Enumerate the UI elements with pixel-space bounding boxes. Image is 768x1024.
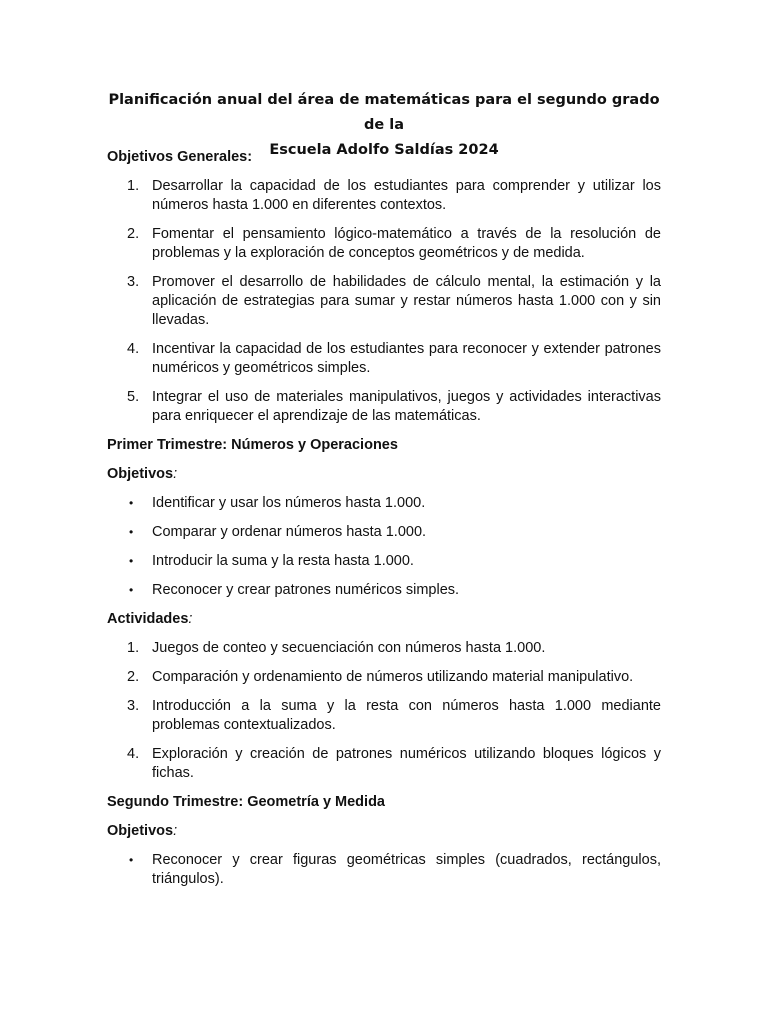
bullet-icon: • — [129, 496, 134, 510]
term2-heading: Segundo Trimestre: Geometría y Medida — [107, 794, 385, 810]
list-item — [107, 851, 661, 889]
item-text: Reconocer y crear figuras geométricas simples (cuadrados, rectángulos, triángulos). — [152, 852, 661, 887]
item-text: Exploración y creación de patrones numéricos utilizando bloques lógicos y fichas. — [152, 746, 661, 781]
item-number: 3. — [127, 274, 140, 290]
item-text: Juegos de conteo y secuenciación con números hasta 1.000. — [152, 640, 546, 656]
general-objectives-heading: Objetivos Generales: — [107, 149, 253, 165]
list-item — [107, 639, 661, 658]
bullet-icon: • — [129, 554, 134, 568]
term1-objectives-label — [107, 465, 661, 484]
term1-activities-label — [107, 610, 661, 629]
term1-objectives-list — [107, 494, 661, 600]
label-colon: : — [173, 466, 178, 482]
item-number: 2. — [127, 226, 140, 242]
list-item — [107, 523, 661, 542]
item-number: 1. — [127, 640, 140, 656]
list-item — [107, 225, 661, 263]
general-objectives-list — [107, 177, 661, 426]
list-item — [107, 177, 661, 215]
list-item — [107, 273, 661, 330]
item-number: 5. — [127, 389, 140, 405]
label-text: Objetivos — [107, 823, 174, 839]
label-colon: : — [188, 611, 193, 627]
label-text: Objetivos — [107, 466, 174, 482]
list-item — [107, 388, 661, 426]
item-text: Desarrollar la capacidad de los estudiantes para comprender y utilizar los números hasta 1.000 en diferentes contextos. — [152, 178, 661, 213]
list-item — [107, 552, 661, 571]
item-text: Incentivar la capacidad de los estudiantes para reconocer y extender patrones numéricos y geométricos simples. — [152, 341, 661, 376]
item-text: Introducción a la suma y la resta con números hasta 1.000 mediante problemas contextualizados. — [152, 698, 661, 733]
list-item — [107, 668, 661, 687]
term2-objectives-label — [107, 822, 661, 841]
term1-activities-list — [107, 639, 661, 783]
item-number: 4. — [127, 746, 140, 762]
term1-heading: Primer Trimestre: Números y Operaciones — [107, 437, 398, 453]
item-text: Identificar y usar los números hasta 1.000. — [152, 495, 426, 511]
list-item — [107, 494, 661, 513]
item-text: Fomentar el pensamiento lógico-matemático a través de la resolución de problemas y la exploración de conceptos geométricos y de medida. — [152, 226, 661, 261]
list-item — [107, 340, 661, 378]
list-item — [107, 697, 661, 735]
bullet-icon: • — [129, 853, 134, 867]
item-number: 2. — [127, 669, 140, 685]
item-text: Comparación y ordenamiento de números utilizando material manipulativo. — [152, 669, 634, 685]
bullet-icon: • — [129, 583, 134, 597]
item-text: Comparar y ordenar números hasta 1.000. — [152, 524, 427, 540]
label-text: Actividades — [107, 611, 189, 627]
item-text: Introducir la suma y la resta hasta 1.000. — [152, 553, 414, 569]
list-item — [107, 581, 661, 600]
bullet-icon: • — [129, 525, 134, 539]
title-line-1: Planificación anual del área de matemáticas para el segundo grado de la — [108, 92, 660, 133]
item-text: Promover el desarrollo de habilidades de cálculo mental, la estimación y la aplicación de estrategias para sumar y restar números hasta 1.000 con y sin llevadas. — [152, 274, 661, 328]
item-text: Reconocer y crear patrones numéricos simples. — [152, 582, 460, 598]
title-line-2: Escuela Adolfo Saldías 2024 — [269, 142, 499, 158]
item-number: 1. — [127, 178, 140, 194]
item-text: Integrar el uso de materiales manipulativos, juegos y actividades interactivas para enriquecer el aprendizaje de las matemáticas. — [152, 389, 661, 424]
item-number: 3. — [127, 698, 140, 714]
document-body — [107, 148, 661, 899]
term2-objectives-list — [107, 851, 661, 889]
item-number: 4. — [127, 341, 140, 357]
list-item — [107, 745, 661, 783]
label-colon: : — [173, 823, 178, 839]
